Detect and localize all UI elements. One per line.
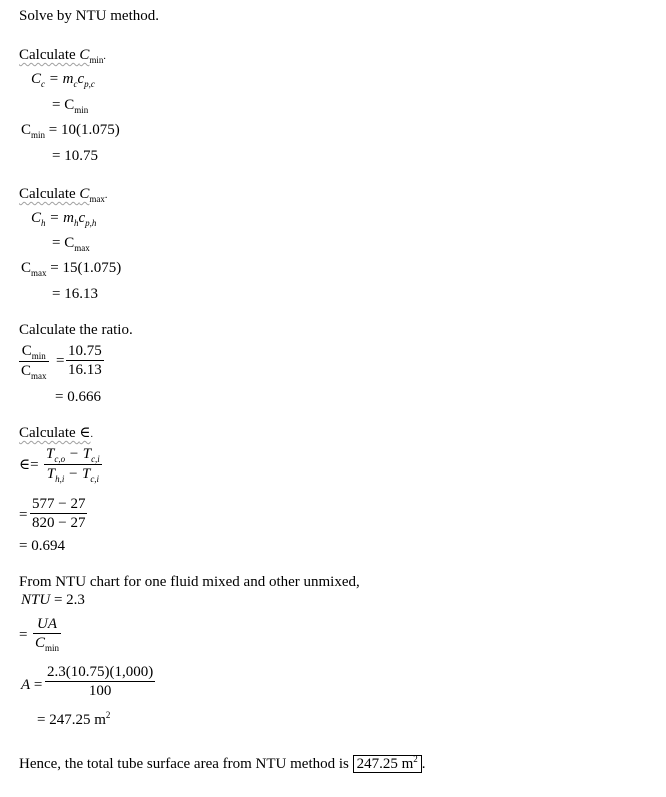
- cmin-heading: Calculate $C_{min}$.: [19, 47, 106, 65]
- ntu-ua-fraction: UA $C_{min}$: [35, 616, 60, 653]
- eff-symbolic-fraction: $\frac{T_{c,o} - T_{c,i}}{T_{h,i} - T_{c,i}}$: [46, 446, 100, 484]
- cmax-eq1: $C_h = m_hc_{p,h}$: [31, 210, 97, 228]
- ntu-equals: =: [19, 627, 28, 643]
- ratio-result: = 0.666: [55, 389, 101, 405]
- ratio-equals: =: [56, 353, 65, 369]
- ntu-chart-text: From NTU chart for one fluid mixed and other unmixed,: [19, 574, 360, 590]
- eff-equals: =: [19, 507, 28, 523]
- ratio-symbolic-fraction: $C_{min}$ $C_{max}$: [21, 343, 47, 381]
- cmax-heading: Calculate $C_{max}$.: [19, 186, 108, 204]
- ntu-value: NTU = 2.3: [21, 592, 85, 608]
- cmin-eq2: = $C_{min}$: [52, 97, 89, 115]
- area-result: = 247.25 $m^2$: [37, 710, 111, 728]
- final-answer-box: 247.25 $m^2$: [353, 755, 422, 773]
- ratio-heading: Calculate the ratio.: [19, 322, 133, 338]
- area-lhs: A =: [21, 677, 43, 693]
- ratio-numeric-fraction: $\frac{10.75}{16.13}$: [68, 343, 102, 378]
- eff-lhs: ∈=: [19, 457, 39, 473]
- cmin-eq4: = 10.75: [52, 148, 98, 164]
- cmax-eq2: = $C_{max}$: [52, 235, 90, 253]
- area-fraction: $\frac{2.3(10.75)(1,000)}{100}$: [47, 664, 154, 699]
- eff-numeric-fraction: $\frac{577 - 27}{820 - 27}$: [32, 496, 86, 531]
- conclusion-text: Hence, the total tube surface area from NTU method is 247.25 $m^2$ .: [19, 754, 426, 772]
- cmax-eq3: $C_{max} = 15(1.075)$: [21, 260, 122, 278]
- cmax-eq4: = 16.13: [52, 286, 98, 302]
- eff-heading: Calculate ∈.: [19, 425, 93, 441]
- eff-result: = 0.694: [19, 538, 65, 554]
- cmin-eq1: $C_c = m_cc_{p,c}$: [31, 71, 95, 89]
- cmin-eq3: $C_{min} = 10(1.075)$: [21, 122, 120, 140]
- intro-text: Solve by NTU method.: [19, 8, 159, 24]
